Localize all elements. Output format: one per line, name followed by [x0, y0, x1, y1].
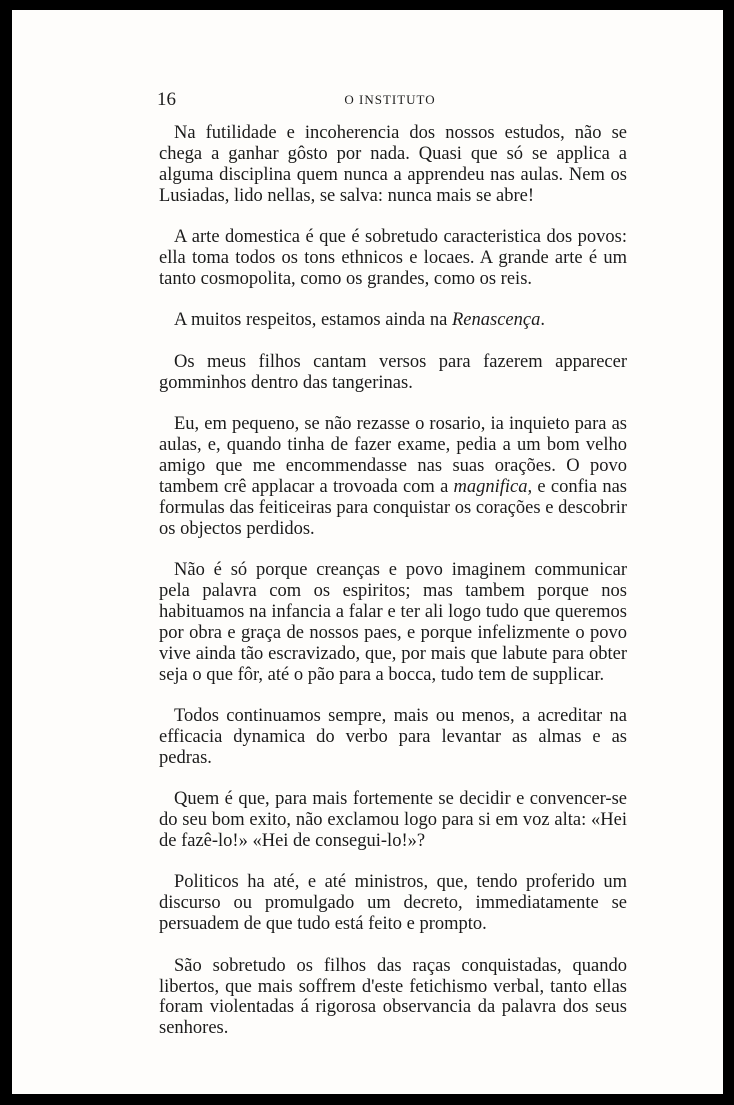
paragraph: Não é só porque creanças e povo imaginem communicar pela palavra com os espiritos; mas tambem porque nos habituamos na infancia a falar e ter ali logo tudo que queremos por obra e graça de nossos paes, e porque infelizmente o povo vive ainda tão escravizado, que, por mais que labute para obter seja o que fôr, até o pão para a bocca, tudo tem de supplicar.: [159, 560, 627, 685]
paragraph: Na futilidade e incoherencia dos nossos estudos, não se chega a ganhar gôsto por nada. Quasi que só se applica a alguma disciplina quem nunca a apprendeu nas aulas. Nem os Lusiadas, lido nellas, se salva: nunca mais se abre!: [159, 123, 627, 206]
paragraph-text: .: [540, 310, 545, 331]
italic-term: Renascença: [451, 310, 541, 331]
paragraph: Os meus filhos cantam versos para fazerem apparecer gomminhos dentro das tangerinas.: [159, 351, 627, 393]
running-title: O INSTITUTO: [344, 92, 436, 107]
paragraph: Politicos ha até, e até ministros, que, tendo proferido um discurso ou promulgado um decreto, immediatamente se persuadem de que tudo está feito e prompto.: [159, 872, 627, 935]
paragraph: [159, 414, 627, 539]
paragraph: [159, 310, 627, 331]
paragraph-text: Eu, em pequeno, se não rezasse o rosario, ia inquieto para as aulas, e, quando tinha de fazer exame, pedia a um bom velho amigo que me encommendasse nas suas orações. O povo tambem crê applacar a trovoada com a: [159, 414, 627, 497]
paragraph: Todos continuamos sempre, mais ou menos, a acreditar na efficacia dynamica do verbo para levantar as almas e as pedras.: [159, 705, 627, 768]
paragraph: A arte domestica é que é sobretudo caracteristica dos povos: ella toma todos os tons ethnicos e locaes. A grande arte é um tanto cosmopolita, como os grandes, como os reis.: [159, 227, 627, 289]
page-number: 16: [157, 89, 176, 110]
page-body: [159, 123, 627, 1060]
paragraph: São sobretudo os filhos das raças conquistadas, quando libertos, que mais soffrem d'este fetichismo verbal, tanto ellas foram violentadas á rigorosa observancia da palavra dos seus senhores.: [159, 955, 627, 1039]
paragraph-text: A muitos respeitos, estamos ainda na: [174, 310, 452, 331]
paragraph: Quem é que, para mais fortemente se decidir e convencer-se do seu bom exito, não exclamou logo para si em voz alta: «Hei de fazê-lo!» «Hei de consegui-lo!»?: [159, 789, 627, 851]
page-header: [157, 89, 623, 113]
paragraph-text: e confia nas formulas das feiticeiras para conquistar os corações e descobrir os objectos perdidos.: [159, 476, 627, 539]
italic-term: magnifica,: [453, 476, 533, 497]
